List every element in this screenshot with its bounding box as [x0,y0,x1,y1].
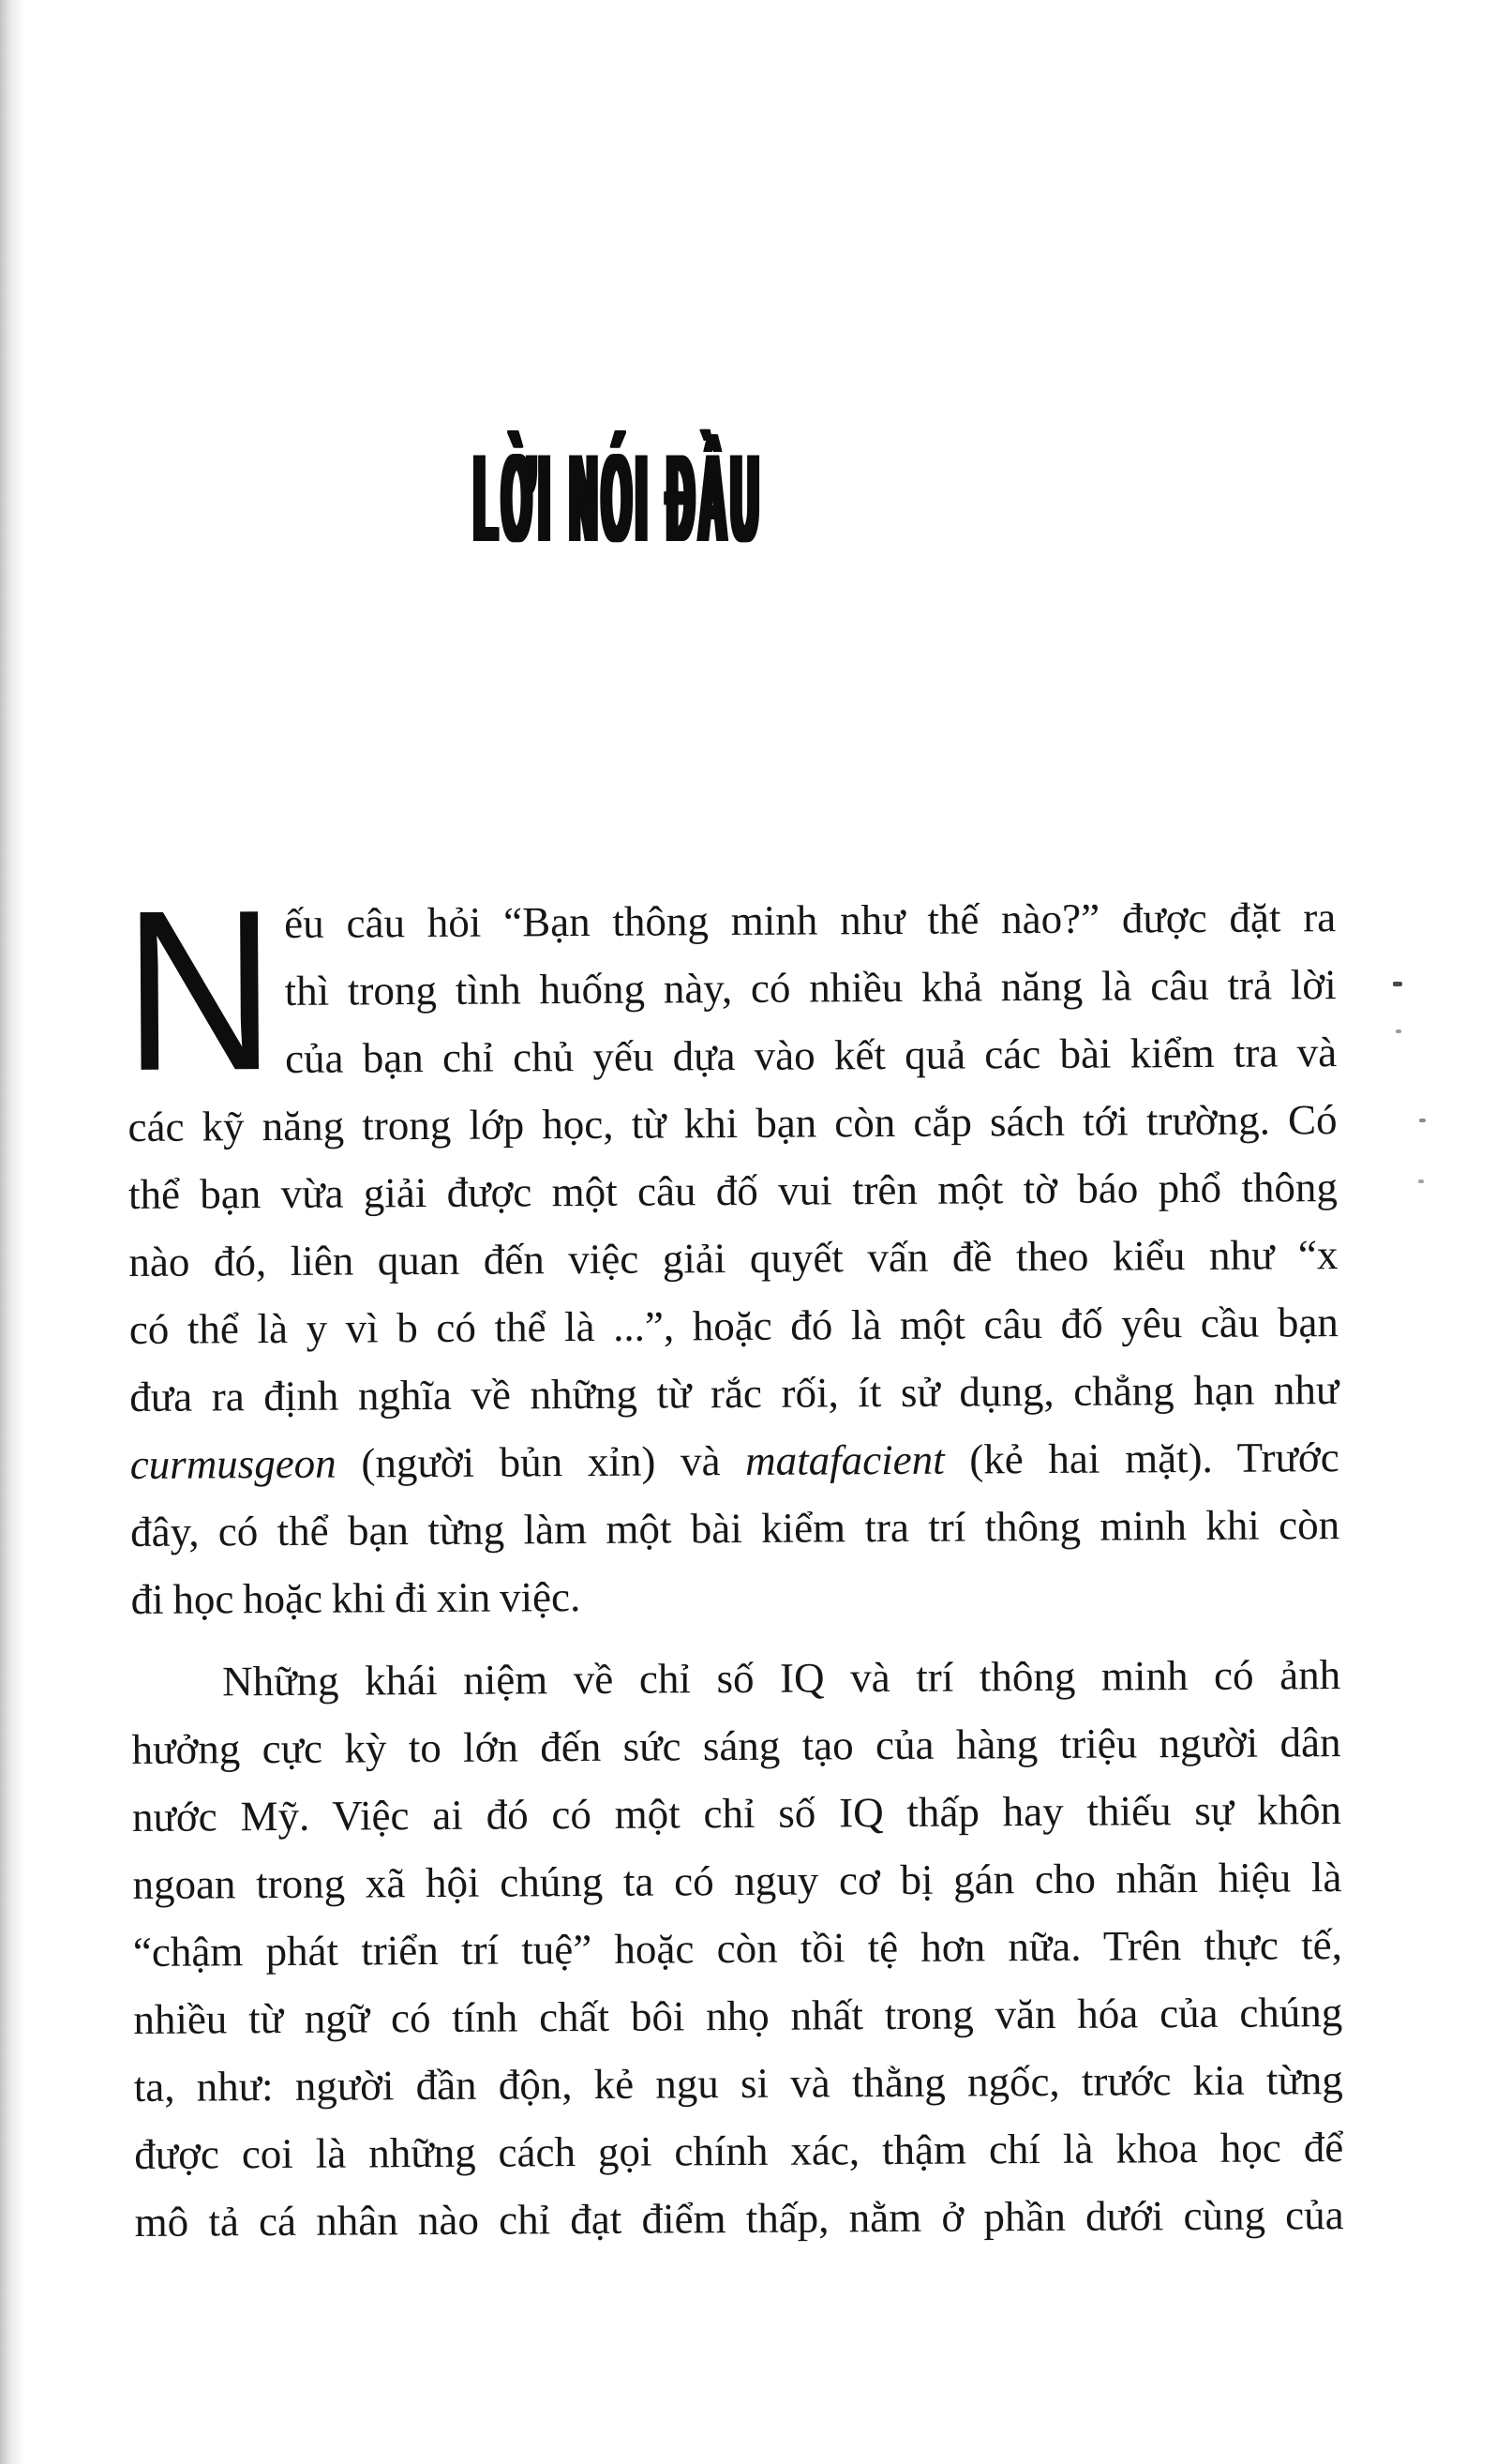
text-segment: nhiều từ ngữ có tính chất bôi nhọ nhất trong văn hóa của chúng [133,1989,1343,2043]
text-segment: thể bạn vừa giải được một câu đố vui trên một tờ báo phổ thông [127,1164,1339,1218]
text-segment: đi học hoặc khi đi xin việc. [130,1573,581,1623]
text-line [134,2181,1343,2256]
text-line [134,2046,1343,2121]
chapter-title [0,429,1237,568]
text-line [128,1221,1338,1296]
text-segment: hưởng cực kỳ to lớn đến sức sáng tạo của hàng triệu người dân [131,1719,1341,1773]
text-line [284,883,1336,957]
text-line [285,1018,1337,1092]
text-line [130,1558,1339,1633]
text-segment: ếu câu hỏi “Bạn thông minh như thế nào?” được đặt ra [284,894,1337,947]
text-segment: của bạn chỉ chủ yếu dựa vào kết quả các bài kiểm tra và [284,1029,1338,1082]
text-segment: nào đó, liên quan đến việc giải quyết vấn đề theo kiểu như “x [128,1231,1339,1285]
text-segment: “chậm phát triển trí tuệ” hoặc còn tồi tệ hơn nữa. Trên thực tế, [132,1921,1343,1976]
chapter-title-text: LỜI NÓI ĐẦU [473,429,764,568]
text-line [130,1423,1339,1498]
text-segment: các kỹ năng trong lớp học, từ khi bạn còn cắp sách tới trường. Có [127,1096,1338,1150]
page-spine-shadow [0,0,24,2464]
text-segment: thì trong tình huống này, có nhiều khả năng là câu trả lời [284,961,1337,1014]
scan-speck [1419,1119,1426,1122]
text-segment: (người bủn xỉn) và [336,1436,746,1487]
text-segment: đây, có thể bạn từng làm một bài kiểm tra trí thông minh khi còn [130,1501,1340,1555]
text-segment: có thể là y vì b có thể là ...”, hoặc đó là một câu đố yêu cầu bạn [128,1299,1339,1353]
text-segment: mô tả cá nhân nào chỉ đạt điểm thấp, nằm ở phần dưới cùng của [134,2191,1344,2246]
scan-speck [1396,1029,1401,1033]
italic-term: matafacient [745,1435,945,1484]
scan-speck [1418,1179,1424,1183]
text-line [284,951,1336,1025]
italic-term: curmusgeon [129,1439,337,1488]
text-line [127,1086,1337,1161]
paragraph-1 [127,883,1340,1633]
drop-cap: N [122,862,277,1119]
text-line [129,1356,1339,1431]
body-text [122,862,1344,2256]
text-line [131,1641,1340,1716]
scan-speck [1393,982,1402,986]
text-line [132,1843,1341,1918]
text-line [130,1491,1339,1566]
text-line [134,2113,1343,2188]
paragraph-2 [131,1641,1344,2256]
text-line [129,1288,1339,1363]
text-segment: (kẻ hai mặt). Trước [944,1434,1339,1483]
text-segment: ta, như: người đần độn, kẻ ngu si và thằng ngốc, trước kia từng [133,2056,1343,2111]
text-line [133,1911,1342,1986]
text-line [132,1776,1341,1851]
text-segment: đưa ra định nghĩa về những từ rắc rối, ít sử dụng, chẳng hạn như [129,1366,1339,1420]
text-line [133,1978,1342,2053]
text-segment: nước Mỹ. Việc ai đó có một chỉ số IQ thấp hay thiếu sự khôn [131,1786,1342,1840]
text-segment: ngoan trong xã hội chúng ta có nguy cơ bị gán cho nhãn hiệu là [132,1854,1342,1908]
text-segment: được coi là những cách gọi chính xác, thậm chí là khoa học để [134,2124,1344,2178]
text-line [131,1708,1340,1783]
text-segment: Những khái niệm về chỉ số IQ và trí thông minh có ảnh [222,1651,1341,1705]
text-line [128,1153,1338,1228]
